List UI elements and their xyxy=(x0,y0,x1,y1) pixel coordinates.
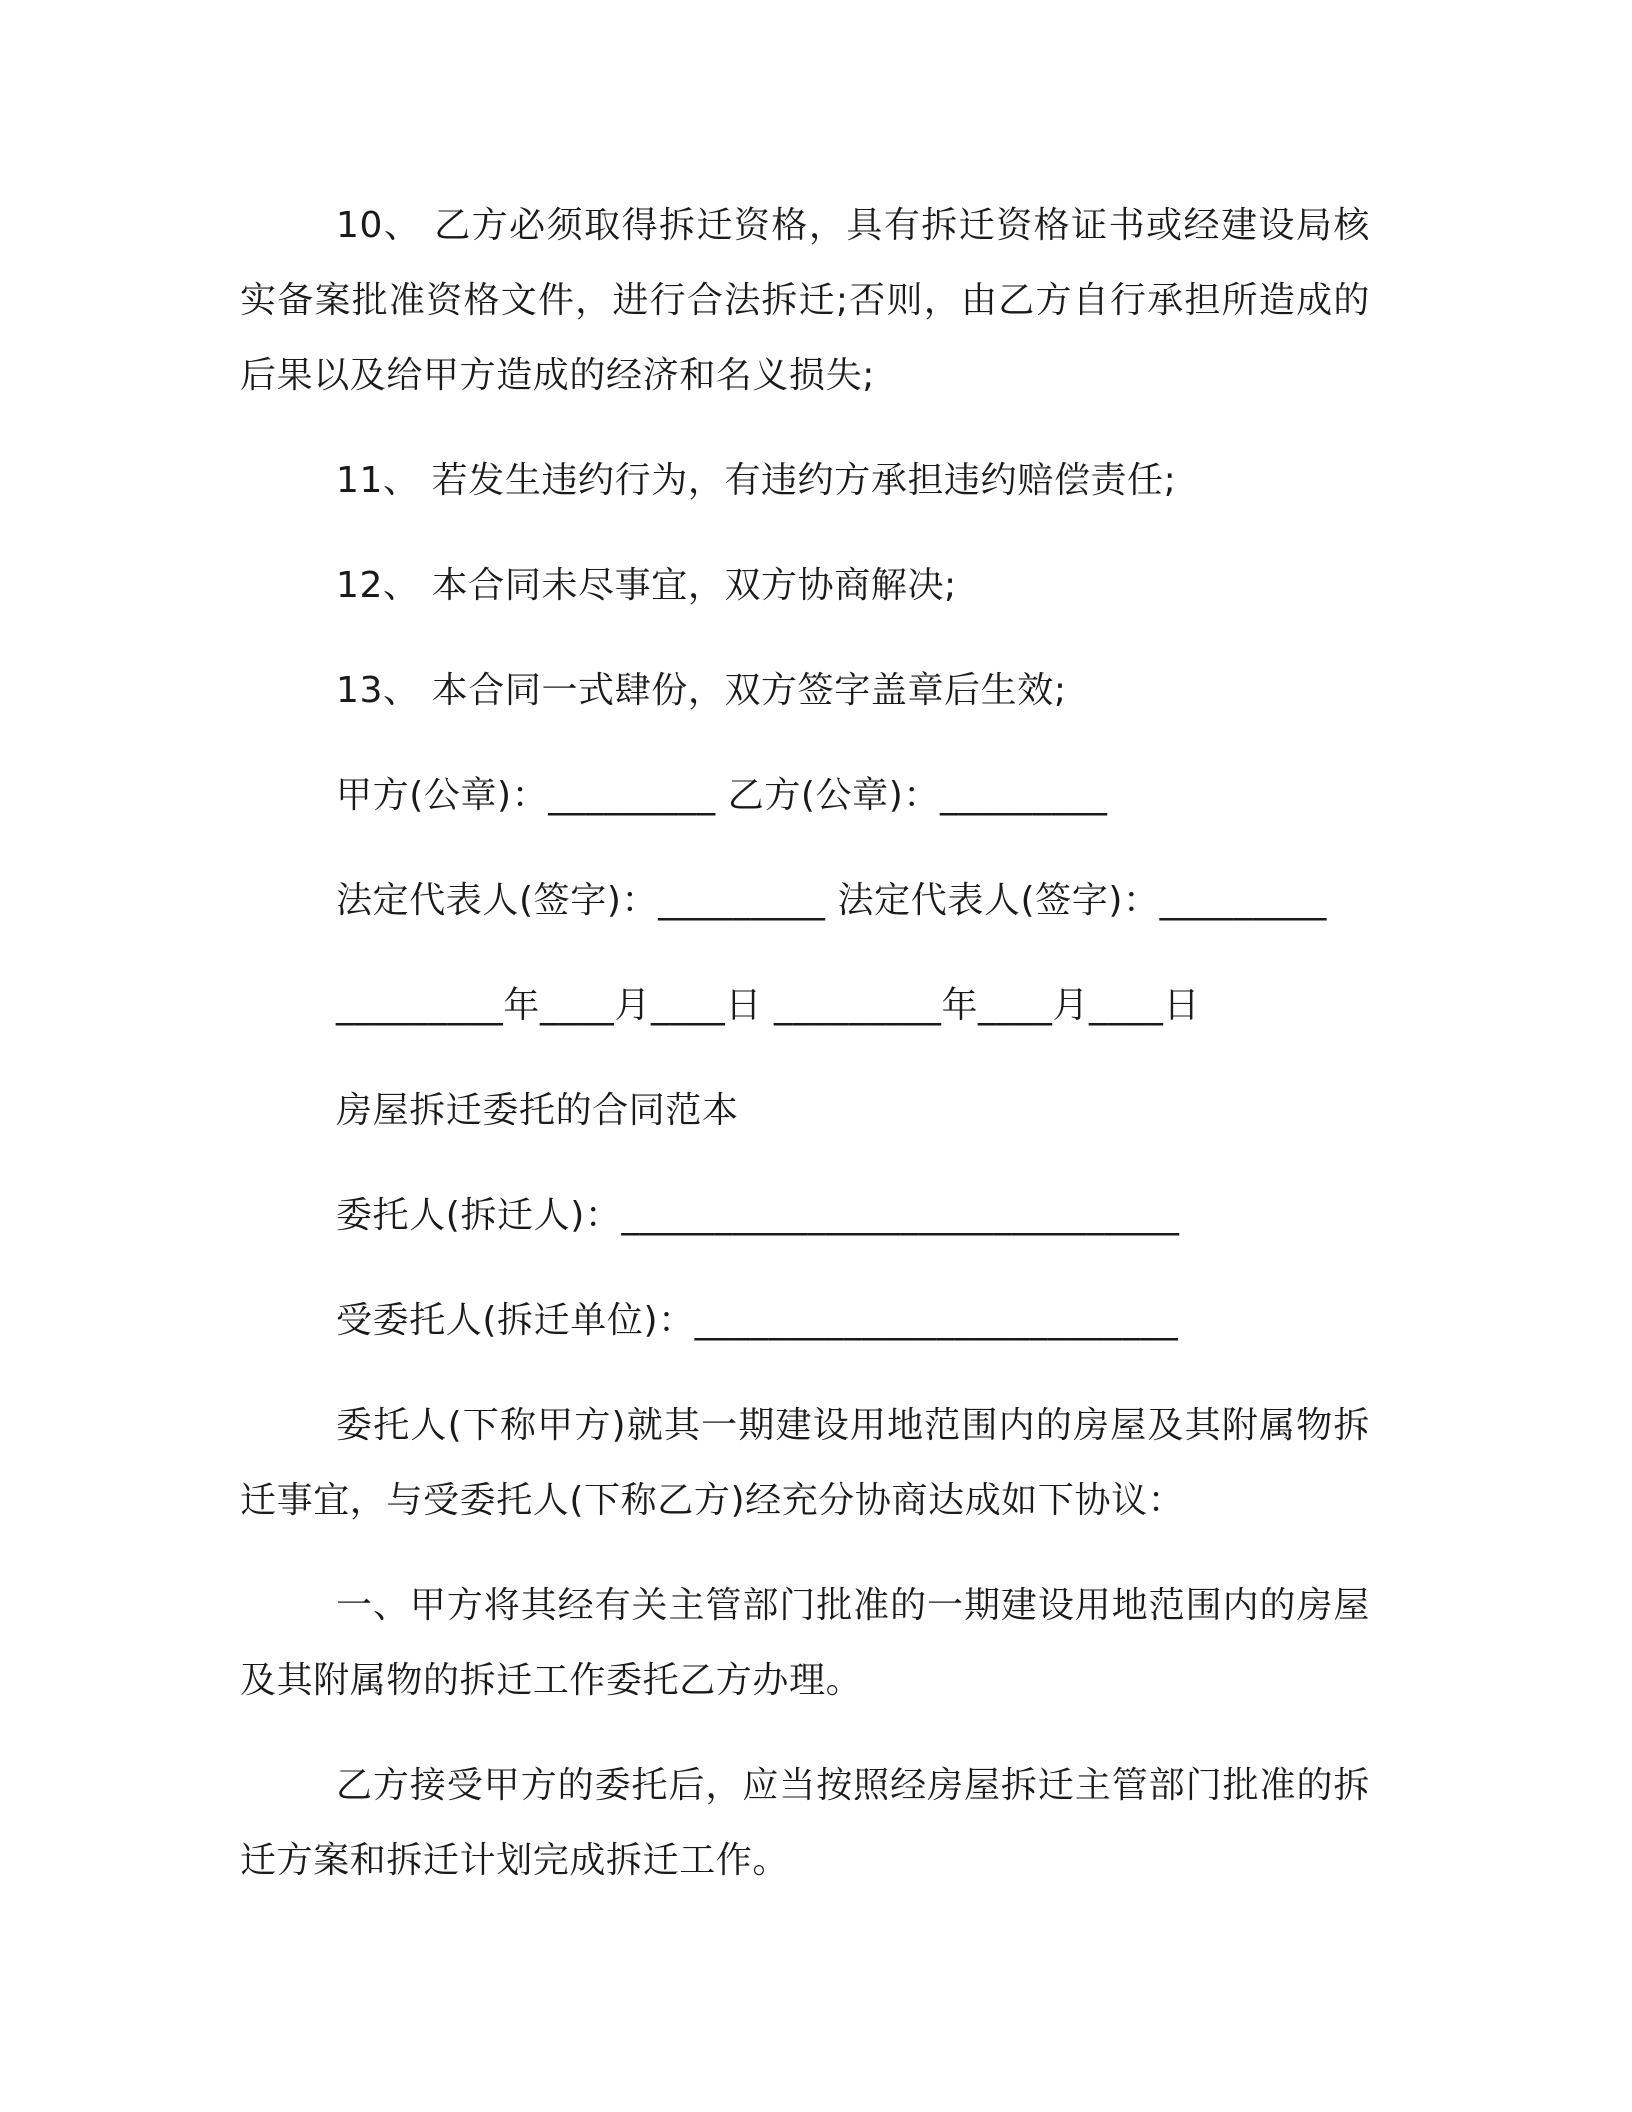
clause-11: 11、 若发生违约行为，有违约方承担违约赔偿责任; xyxy=(336,460,1177,501)
document-body xyxy=(240,188,1370,1928)
section-title: 房屋拆迁委托的合同范本 xyxy=(336,1090,739,1131)
article-1-continuation: 乙方接受甲方的委托后，应当按照经房屋拆迁主管部门批准的拆迁方案和拆迁计划完成拆迁工作。 xyxy=(240,1765,1370,1881)
legal-representative-line: 法定代表人(签字)：_________ 法定代表人(签字)：_________ xyxy=(336,880,1328,921)
agreement-intro: 委托人(下称甲方)就其一期建设用地范围内的房屋及其附属物拆迁事宜，与受委托人(下称乙方)经充分协商达成如下协议： xyxy=(240,1405,1370,1521)
article-1: 一、甲方将其经有关主管部门批准的一期建设用地范围内的房屋及其附属物的拆迁工作委托乙方办理。 xyxy=(240,1585,1370,1701)
date-line: _________年____月____日 _________年____月____日 xyxy=(336,985,1201,1026)
clause-13: 13、 本合同一式肆份，双方签字盖章后生效; xyxy=(336,670,1067,711)
client-field: 委托人(拆迁人)：______________________________ xyxy=(336,1195,1180,1236)
contractor-field: 受委托人(拆迁单位)：__________________________ xyxy=(336,1300,1179,1341)
clause-10: 10、 乙方必须取得拆迁资格，具有拆迁资格证书或经建设局核实备案批准资格文件，进行合法拆迁;否则，由乙方自行承担所造成的后果以及给甲方造成的经济和名义损失; xyxy=(240,205,1370,396)
clause-12: 12、 本合同未尽事宜，双方协商解决; xyxy=(336,565,957,606)
seal-signature-line: 甲方(公章)：_________ 乙方(公章)：_________ xyxy=(336,775,1108,816)
